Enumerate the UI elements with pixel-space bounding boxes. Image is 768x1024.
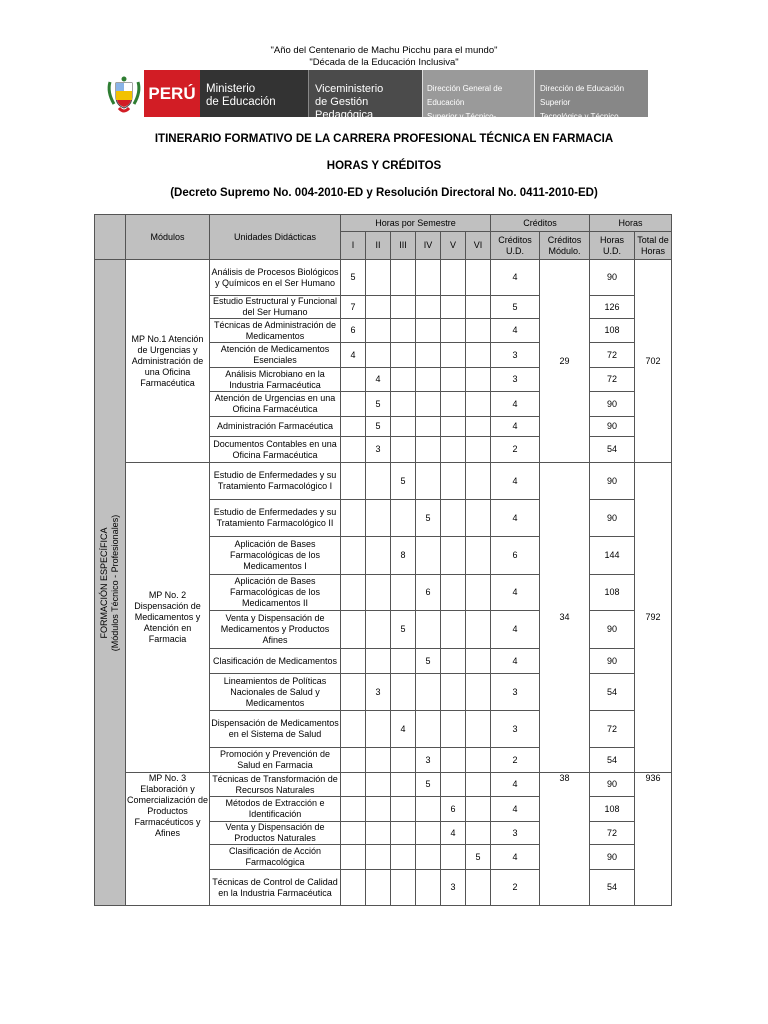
semester-5-hours	[441, 845, 466, 870]
header-sem-6: VI	[466, 232, 491, 260]
semester-1-hours	[341, 575, 366, 611]
semester-2-hours	[366, 319, 391, 343]
semester-6-hours: 5	[466, 845, 491, 870]
semester-4-hours	[416, 437, 441, 463]
semester-4-hours	[416, 611, 441, 649]
header-modulos: Módulos	[126, 215, 210, 260]
semester-6-hours	[466, 463, 491, 500]
semester-4-hours: 3	[416, 748, 441, 773]
unit-name: Aplicación de Bases Farmacológicas de los Medicamentos II	[210, 575, 341, 611]
semester-5-hours	[441, 649, 466, 674]
header-creditos: Créditos	[491, 215, 590, 232]
semester-3-hours	[391, 296, 416, 319]
semester-3-hours	[391, 368, 416, 392]
header-total-horas: Total de Horas	[635, 232, 672, 260]
header-horas-ud: Horas U.D.	[590, 232, 635, 260]
semester-1-hours	[341, 649, 366, 674]
semester-1-hours	[341, 711, 366, 748]
semester-1-hours	[341, 368, 366, 392]
table-row	[95, 463, 672, 500]
semester-6-hours	[466, 797, 491, 822]
side-label-line-1: FORMACIÓN ESPECÍFICA	[99, 527, 109, 639]
unit-hours: 108	[590, 575, 635, 611]
unit-hours: 90	[590, 773, 635, 797]
semester-4-hours	[416, 463, 441, 500]
module-credits: 38	[540, 773, 590, 906]
itinerary-table	[94, 214, 672, 906]
semester-3-hours	[391, 748, 416, 773]
semester-5-hours	[441, 575, 466, 611]
semester-5-hours: 4	[441, 822, 466, 845]
unit-credits: 4	[491, 575, 540, 611]
semester-2-hours	[366, 822, 391, 845]
semester-4-hours	[416, 296, 441, 319]
unit-hours: 108	[590, 319, 635, 343]
ministry-banner	[104, 70, 660, 135]
semester-6-hours	[466, 368, 491, 392]
unit-credits: 3	[491, 711, 540, 748]
module-name: MP No. 2 Dispensación de Medicamentos y Atención en Farmacia	[126, 463, 210, 773]
semester-5-hours	[441, 343, 466, 368]
table-body	[95, 260, 672, 906]
semester-1-hours	[341, 870, 366, 906]
semester-5-hours	[441, 537, 466, 575]
unit-hours: 90	[590, 392, 635, 417]
coat-of-arms-icon	[104, 70, 144, 117]
semester-6-hours	[466, 392, 491, 417]
semester-1-hours	[341, 437, 366, 463]
semester-2-hours	[366, 463, 391, 500]
unit-hours: 54	[590, 870, 635, 906]
unit-credits: 4	[491, 392, 540, 417]
semester-2-hours	[366, 870, 391, 906]
semester-2-hours: 5	[366, 392, 391, 417]
direccion-superior-label: Dirección de Educación Superior Tecnológica y Técnico Productiva	[534, 70, 648, 117]
semester-3-hours	[391, 437, 416, 463]
semester-3-hours	[391, 343, 416, 368]
semester-3-hours	[391, 870, 416, 906]
semester-6-hours	[466, 260, 491, 296]
semester-1-hours	[341, 500, 366, 537]
semester-3-hours	[391, 319, 416, 343]
unit-hours: 72	[590, 822, 635, 845]
semester-1-hours	[341, 537, 366, 575]
header-creditos-modulo: Créditos Módulo.	[540, 232, 590, 260]
semester-1-hours: 7	[341, 296, 366, 319]
semester-1-hours: 6	[341, 319, 366, 343]
semester-3-hours	[391, 500, 416, 537]
semester-6-hours	[466, 537, 491, 575]
semester-5-hours	[441, 463, 466, 500]
module-total-hours: 792	[635, 463, 672, 773]
unit-credits: 4	[491, 417, 540, 437]
semester-4-hours	[416, 319, 441, 343]
module-credits: 34	[540, 463, 590, 773]
semester-3-hours	[391, 822, 416, 845]
semester-4-hours: 5	[416, 773, 441, 797]
header-sem-2: II	[366, 232, 391, 260]
unit-hours: 54	[590, 674, 635, 711]
viceministerio-label: Viceministerio de Gestión Pedagógica	[308, 70, 422, 117]
semester-6-hours	[466, 773, 491, 797]
semester-3-hours	[391, 797, 416, 822]
semester-5-hours	[441, 368, 466, 392]
unit-name: Estudio de Enfermedades y su Tratamiento Farmacológico II	[210, 500, 341, 537]
unit-name: Documentos Contables en una Oficina Farmacéutica	[210, 437, 341, 463]
semester-2-hours	[366, 611, 391, 649]
unit-name: Técnicas de Control de Calidad en la Industria Farmacéutica	[210, 870, 341, 906]
unit-name: Análisis Microbiano en la Industria Farmacéutica	[210, 368, 341, 392]
semester-3-hours	[391, 260, 416, 296]
semester-6-hours	[466, 822, 491, 845]
semester-3-hours	[391, 674, 416, 711]
unit-hours: 90	[590, 417, 635, 437]
unit-hours: 90	[590, 845, 635, 870]
unit-name: Análisis de Procesos Biológicos y Químicos en el Ser Humano	[210, 260, 341, 296]
unit-hours: 72	[590, 368, 635, 392]
semester-2-hours: 4	[366, 368, 391, 392]
semester-1-hours	[341, 611, 366, 649]
semester-5-hours	[441, 260, 466, 296]
corner-cell	[95, 215, 126, 260]
semester-4-hours	[416, 343, 441, 368]
semester-2-hours	[366, 575, 391, 611]
unit-hours: 72	[590, 711, 635, 748]
peru-brand: PERÚ	[144, 70, 200, 117]
semester-5-hours	[441, 296, 466, 319]
unit-credits: 2	[491, 437, 540, 463]
unit-name: Promoción y Prevención de Salud en Farmacia	[210, 748, 341, 773]
module-total-hours: 936	[635, 773, 672, 906]
semester-5-hours	[441, 500, 466, 537]
semester-4-hours: 5	[416, 500, 441, 537]
semester-1-hours	[341, 845, 366, 870]
semester-4-hours	[416, 870, 441, 906]
unit-name: Venta y Dispensación de Productos Naturales	[210, 822, 341, 845]
semester-4-hours	[416, 392, 441, 417]
semester-6-hours	[466, 649, 491, 674]
semester-3-hours	[391, 392, 416, 417]
unit-hours: 72	[590, 343, 635, 368]
unit-credits: 3	[491, 343, 540, 368]
semester-6-hours	[466, 748, 491, 773]
unit-name: Técnicas de Transformación de Recursos Naturales	[210, 773, 341, 797]
semester-5-hours	[441, 773, 466, 797]
semester-4-hours: 5	[416, 649, 441, 674]
unit-credits: 4	[491, 611, 540, 649]
semester-4-hours	[416, 368, 441, 392]
unit-name: Atención de Urgencias en una Oficina Farmacéutica	[210, 392, 341, 417]
semester-3-hours	[391, 773, 416, 797]
semester-2-hours	[366, 773, 391, 797]
motto-line-1: "Año del Centenario de Machu Picchu para el mundo"	[270, 45, 498, 56]
semester-1-hours	[341, 463, 366, 500]
unit-credits: 4	[491, 319, 540, 343]
header-creditos-ud: Créditos U.D.	[491, 232, 540, 260]
semester-4-hours	[416, 822, 441, 845]
unit-name: Estudio Estructural y Funcional del Ser Humano	[210, 296, 341, 319]
header-sem-5: V	[441, 232, 466, 260]
table-row	[95, 773, 672, 797]
vertical-label	[99, 514, 121, 650]
semester-5-hours	[441, 611, 466, 649]
unit-credits: 2	[491, 748, 540, 773]
semester-2-hours	[366, 845, 391, 870]
unit-credits: 3	[491, 368, 540, 392]
unit-credits: 4	[491, 773, 540, 797]
semester-1-hours: 5	[341, 260, 366, 296]
direccion-general-label: Dirección General de Educación Superior y Técnico-Profesional	[422, 70, 534, 117]
semester-1-hours	[341, 773, 366, 797]
semester-2-hours	[366, 649, 391, 674]
semester-1-hours	[341, 417, 366, 437]
header-sem-4: IV	[416, 232, 441, 260]
semester-3-hours	[391, 575, 416, 611]
semester-2-hours	[366, 537, 391, 575]
semester-6-hours	[466, 611, 491, 649]
unit-hours: 126	[590, 296, 635, 319]
semester-3-hours	[391, 845, 416, 870]
unit-name: Lineamientos de Políticas Nacionales de Salud y Medicamentos	[210, 674, 341, 711]
semester-4-hours: 6	[416, 575, 441, 611]
unit-name: Estudio de Enfermedades y su Tratamiento Farmacológico I	[210, 463, 341, 500]
side-label-line-2: (Módulos Técnico - Profesionales)	[110, 514, 120, 651]
ministerio-label: Ministerio de Educación	[200, 70, 308, 117]
header-sem-1: I	[341, 232, 366, 260]
semester-6-hours	[466, 417, 491, 437]
semester-6-hours	[466, 500, 491, 537]
header-horas-semestre: Horas por Semestre	[341, 215, 491, 232]
formacion-especifica-label	[95, 260, 126, 906]
unit-credits: 3	[491, 822, 540, 845]
semester-3-hours	[391, 649, 416, 674]
semester-6-hours	[466, 870, 491, 906]
unit-name: Venta y Dispensación de Medicamentos y Productos Afines	[210, 611, 341, 649]
semester-6-hours	[466, 296, 491, 319]
module-credits: 29	[540, 260, 590, 463]
document-decree: (Decreto Supremo No. 004-2010-ED y Resolución Directoral No. 0411-2010-ED)	[170, 187, 598, 199]
unit-credits: 4	[491, 463, 540, 500]
semester-5-hours	[441, 437, 466, 463]
semester-5-hours	[441, 417, 466, 437]
table-row	[95, 260, 672, 296]
semester-5-hours	[441, 748, 466, 773]
semester-4-hours	[416, 845, 441, 870]
semester-1-hours	[341, 674, 366, 711]
semester-6-hours	[466, 575, 491, 611]
semester-1-hours: 4	[341, 343, 366, 368]
unit-name: Administración Farmacéutica	[210, 417, 341, 437]
unit-hours: 144	[590, 537, 635, 575]
unit-credits: 4	[491, 649, 540, 674]
semester-1-hours	[341, 748, 366, 773]
semester-2-hours	[366, 748, 391, 773]
semester-4-hours	[416, 537, 441, 575]
document-subtitle: HORAS Y CRÉDITOS	[326, 160, 442, 172]
semester-2-hours: 3	[366, 674, 391, 711]
semester-6-hours	[466, 674, 491, 711]
unit-hours: 90	[590, 260, 635, 296]
semester-3-hours: 5	[391, 611, 416, 649]
unit-credits: 4	[491, 845, 540, 870]
unit-hours: 90	[590, 649, 635, 674]
semester-1-hours	[341, 392, 366, 417]
unit-hours: 90	[590, 611, 635, 649]
module-name: MP No.1 Atención de Urgencias y Administración de una Oficina Farmacéutica	[126, 260, 210, 463]
semester-6-hours	[466, 343, 491, 368]
unit-name: Métodos de Extracción e Identificación	[210, 797, 341, 822]
unit-name: Clasificación de Medicamentos	[210, 649, 341, 674]
unit-credits: 3	[491, 674, 540, 711]
unit-hours: 90	[590, 463, 635, 500]
semester-2-hours	[366, 500, 391, 537]
unit-hours: 108	[590, 797, 635, 822]
unit-hours: 54	[590, 437, 635, 463]
semester-3-hours	[391, 417, 416, 437]
unit-credits: 4	[491, 797, 540, 822]
semester-6-hours	[466, 711, 491, 748]
unit-hours: 54	[590, 748, 635, 773]
semester-5-hours: 3	[441, 870, 466, 906]
unit-name: Técnicas de Administración de Medicamentos	[210, 319, 341, 343]
semester-3-hours: 5	[391, 463, 416, 500]
semester-1-hours	[341, 797, 366, 822]
semester-2-hours	[366, 296, 391, 319]
module-name: MP No. 3 Elaboración y Comercialización de Productos Farmacéuticos y Afines	[126, 773, 210, 906]
header-unidades: Unidades Didácticas	[210, 215, 341, 260]
unit-name: Aplicación de Bases Farmacológicas de los Medicamentos I	[210, 537, 341, 575]
semester-2-hours: 3	[366, 437, 391, 463]
semester-6-hours	[466, 319, 491, 343]
unit-credits: 6	[491, 537, 540, 575]
semester-3-hours: 8	[391, 537, 416, 575]
semester-3-hours: 4	[391, 711, 416, 748]
semester-1-hours	[341, 822, 366, 845]
semester-2-hours	[366, 260, 391, 296]
unit-credits: 4	[491, 500, 540, 537]
header-sem-3: III	[391, 232, 416, 260]
semester-4-hours	[416, 711, 441, 748]
unit-credits: 4	[491, 260, 540, 296]
unit-name: Clasificación de Acción Farmacológica	[210, 845, 341, 870]
semester-2-hours: 5	[366, 417, 391, 437]
semester-6-hours	[466, 437, 491, 463]
semester-5-hours	[441, 392, 466, 417]
motto-line-2: "Década de la Educación Inclusiva"	[309, 57, 459, 68]
semester-2-hours	[366, 797, 391, 822]
unit-hours: 90	[590, 500, 635, 537]
header-horas: Horas	[590, 215, 672, 232]
semester-4-hours	[416, 417, 441, 437]
document-title: ITINERARIO FORMATIVO DE LA CARRERA PROFESIONAL TÉCNICA EN FARMACIA	[154, 133, 614, 145]
semester-5-hours	[441, 711, 466, 748]
semester-4-hours	[416, 797, 441, 822]
semester-2-hours	[366, 711, 391, 748]
semester-4-hours	[416, 260, 441, 296]
semester-5-hours	[441, 319, 466, 343]
unit-credits: 5	[491, 296, 540, 319]
unit-name: Dispensación de Medicamentos en el Sistema de Salud	[210, 711, 341, 748]
unit-credits: 2	[491, 870, 540, 906]
semester-2-hours	[366, 343, 391, 368]
unit-name: Atención de Medicamentos Esenciales	[210, 343, 341, 368]
module-total-hours: 702	[635, 260, 672, 463]
semester-4-hours	[416, 674, 441, 711]
semester-5-hours: 6	[441, 797, 466, 822]
semester-5-hours	[441, 674, 466, 711]
